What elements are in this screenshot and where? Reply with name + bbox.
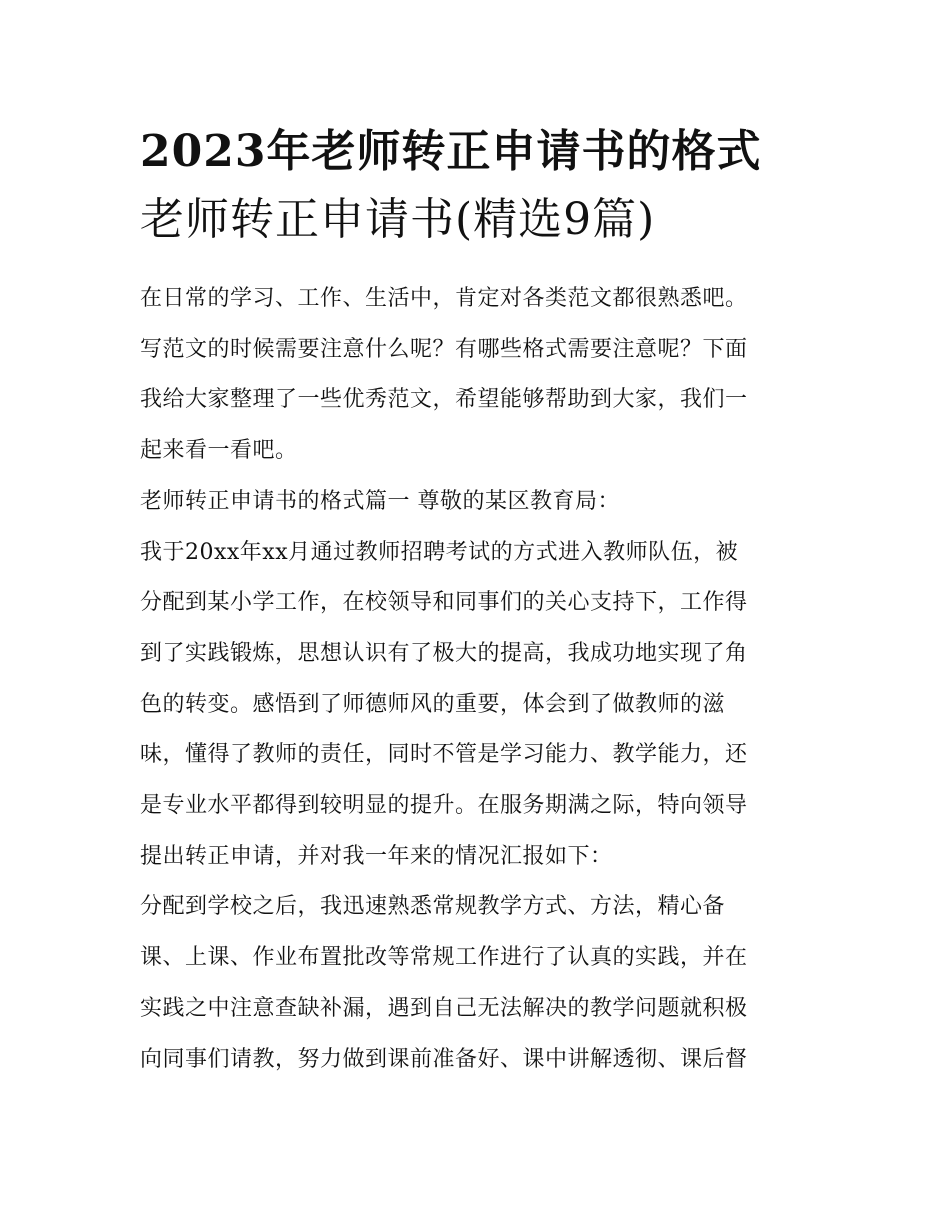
- body-line: 提出转正申请，并对我一年来的情况汇报如下：: [140, 843, 613, 869]
- body-line: 味，懂得了教师的责任，同时不管是学习能力、教学能力，还: [140, 742, 748, 768]
- body-line: 实践之中注意查缺补漏，遇到自己无法解决的教学问题就积极: [140, 995, 748, 1021]
- body-line: 课、上课、作业布置批改等常规工作进行了认真的实践，并在: [140, 945, 748, 971]
- body-line: 是专业水平都得到较明显的提升。在服务期满之际，特向领导: [140, 793, 748, 819]
- body-line: 我于20xx年xx月通过教师招聘考试的方式进入教师队伍，被: [140, 539, 739, 565]
- body-line: 向同事们请教，努力做到课前准备好、课中讲解透彻、课后督: [140, 1046, 748, 1072]
- title-line-1: 2023年老师转正申请书的格式: [140, 126, 762, 177]
- body-line: 我给大家整理了一些优秀范文，希望能够帮助到大家，我们一: [140, 387, 748, 413]
- body-line: 起来看一看吧。: [140, 438, 298, 464]
- title-line-2: 老师转正申请书(精选9篇): [140, 194, 656, 245]
- body-line: 色的转变。感悟到了师德师风的重要，体会到了做教师的滋: [140, 691, 726, 717]
- body-line: 分配到某小学工作，在校领导和同事们的关心支持下，工作得: [140, 590, 748, 616]
- body-line: 在日常的学习、工作、生活中，肯定对各类范文都很熟悉吧。: [140, 286, 748, 311]
- body-line: 写范文的时候需要注意什么呢？有哪些格式需要注意呢？下面: [140, 336, 748, 362]
- body-line: 分配到学校之后，我迅速熟悉常规教学方式、方法，精心备: [140, 894, 726, 920]
- document-title: [140, 118, 820, 254]
- section-heading-line: 老师转正申请书的格式篇一 尊敬的某区教育局：: [140, 488, 620, 514]
- document-body: [140, 274, 820, 1085]
- body-line: 到了实践锻炼，思想认识有了极大的提高，我成功地实现了角: [140, 640, 748, 666]
